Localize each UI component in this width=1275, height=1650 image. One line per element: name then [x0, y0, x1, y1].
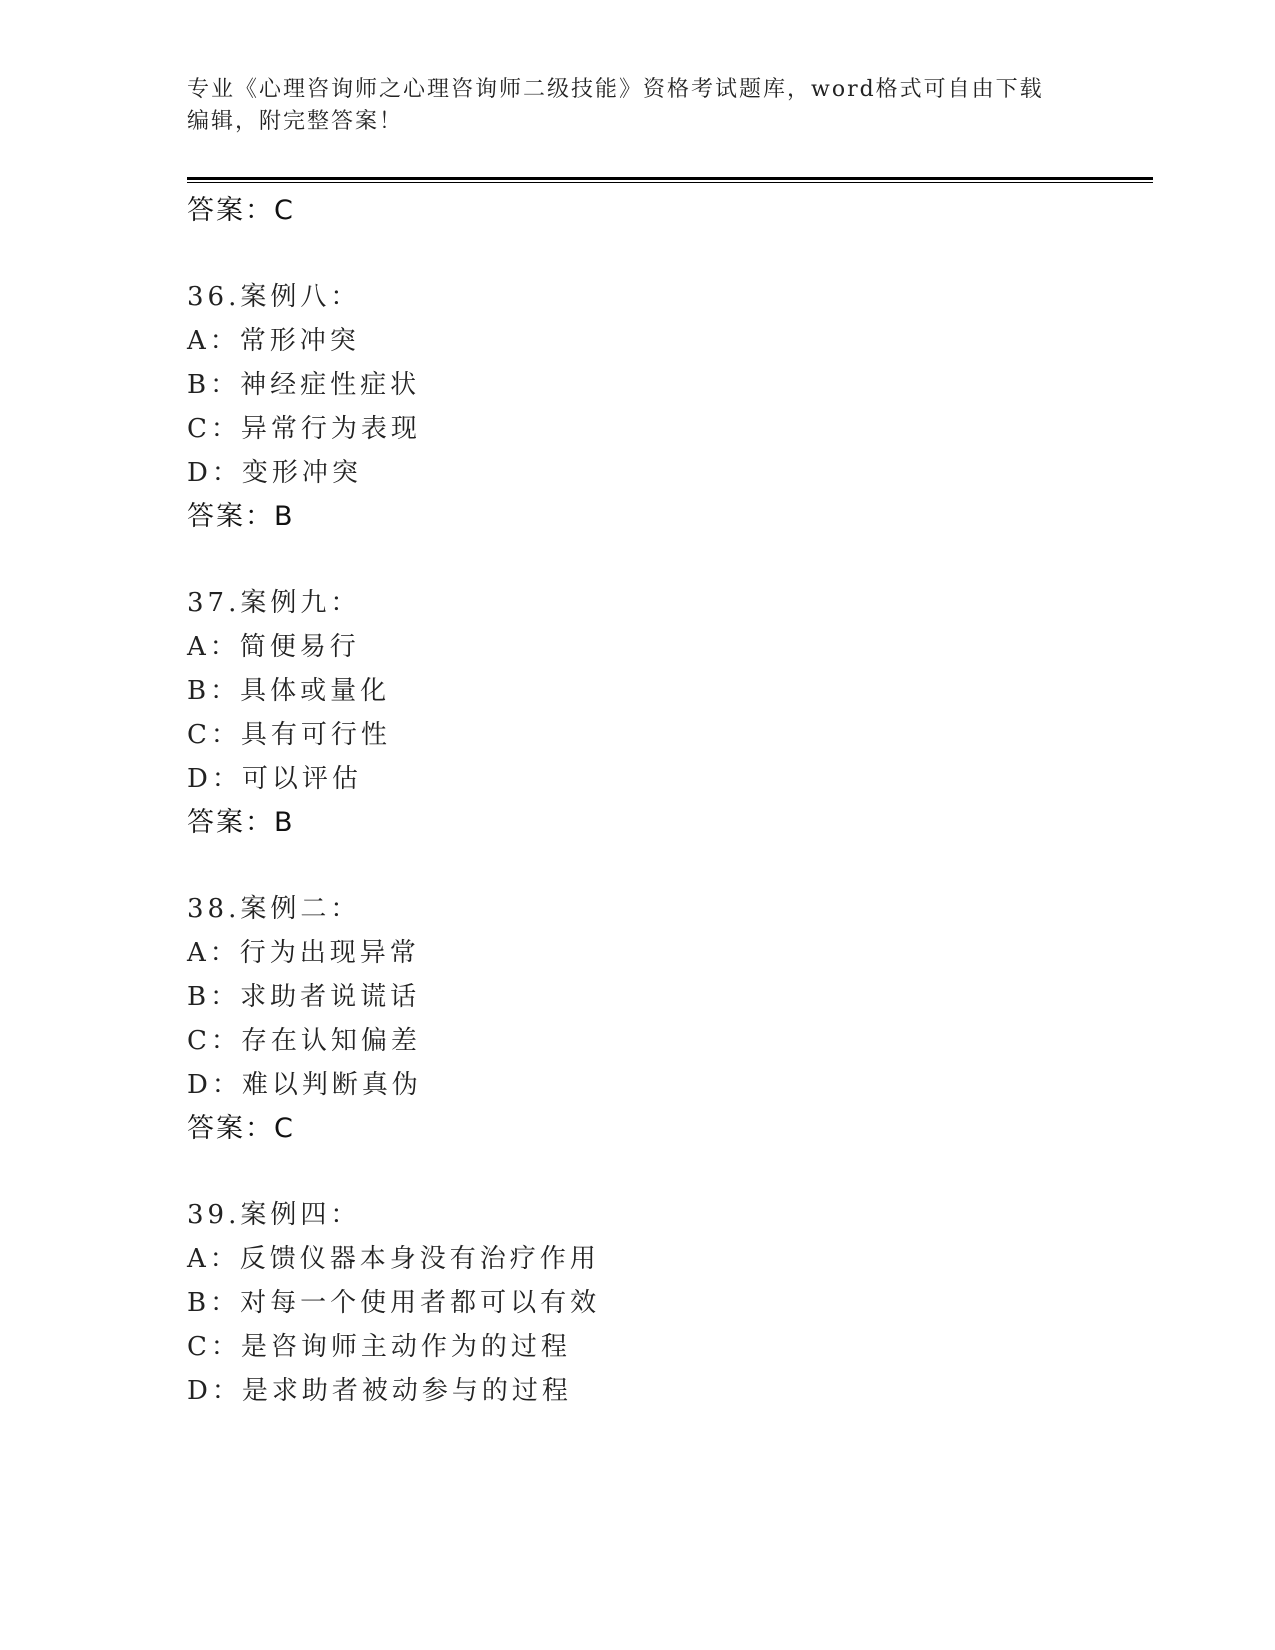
question-36-option-d: D：变形冲突 [187, 458, 362, 488]
question-38-option-c: C：存在认知偏差 [187, 1026, 421, 1056]
question-39-option-d: D：是求助者被动参与的过程 [187, 1376, 572, 1406]
question-36-title: 36.案例八： [187, 282, 361, 312]
question-37-title: 37.案例九： [187, 588, 361, 618]
question-37-option-d: D：可以评估 [187, 764, 362, 794]
question-36-option-a: A：常形冲突 [187, 326, 360, 356]
question-37-option-b: B：具体或量化 [187, 676, 391, 706]
header-divider [187, 177, 1153, 180]
question-39-option-c: C：是咨询师主动作为的过程 [187, 1332, 571, 1362]
question-36-option-b: B：神经症性症状 [187, 370, 421, 400]
question-39-option-a: A：反馈仪器本身没有治疗作用 [187, 1244, 600, 1274]
question-37-option-a: A：简便易行 [187, 632, 360, 662]
question-38-option-a: A：行为出现异常 [187, 938, 420, 968]
document-header [187, 74, 1087, 138]
answer-36: 答案：B [187, 501, 295, 532]
question-38-title: 38.案例二： [187, 894, 361, 924]
question-38-option-b: B：求助者说谎话 [187, 982, 421, 1012]
question-36-option-c: C：异常行为表现 [187, 414, 421, 444]
question-39-option-b: B：对每一个使用者都可以有效 [187, 1288, 601, 1318]
question-38-option-d: D：难以判断真伪 [187, 1070, 422, 1100]
answer-37: 答案：B [187, 807, 295, 838]
header-divider-thin [187, 182, 1153, 183]
answer-38: 答案：C [187, 1113, 295, 1144]
header-line-2: 编辑，附完整答案！ [187, 109, 404, 134]
answer-35: 答案：C [187, 195, 295, 226]
header-line-1: 专业《心理咨询师之心理咨询师二级技能》资格考试题库，word格式可自由下载 [187, 77, 1044, 102]
question-37-option-c: C：具有可行性 [187, 720, 391, 750]
question-39-title: 39.案例四： [187, 1200, 361, 1230]
